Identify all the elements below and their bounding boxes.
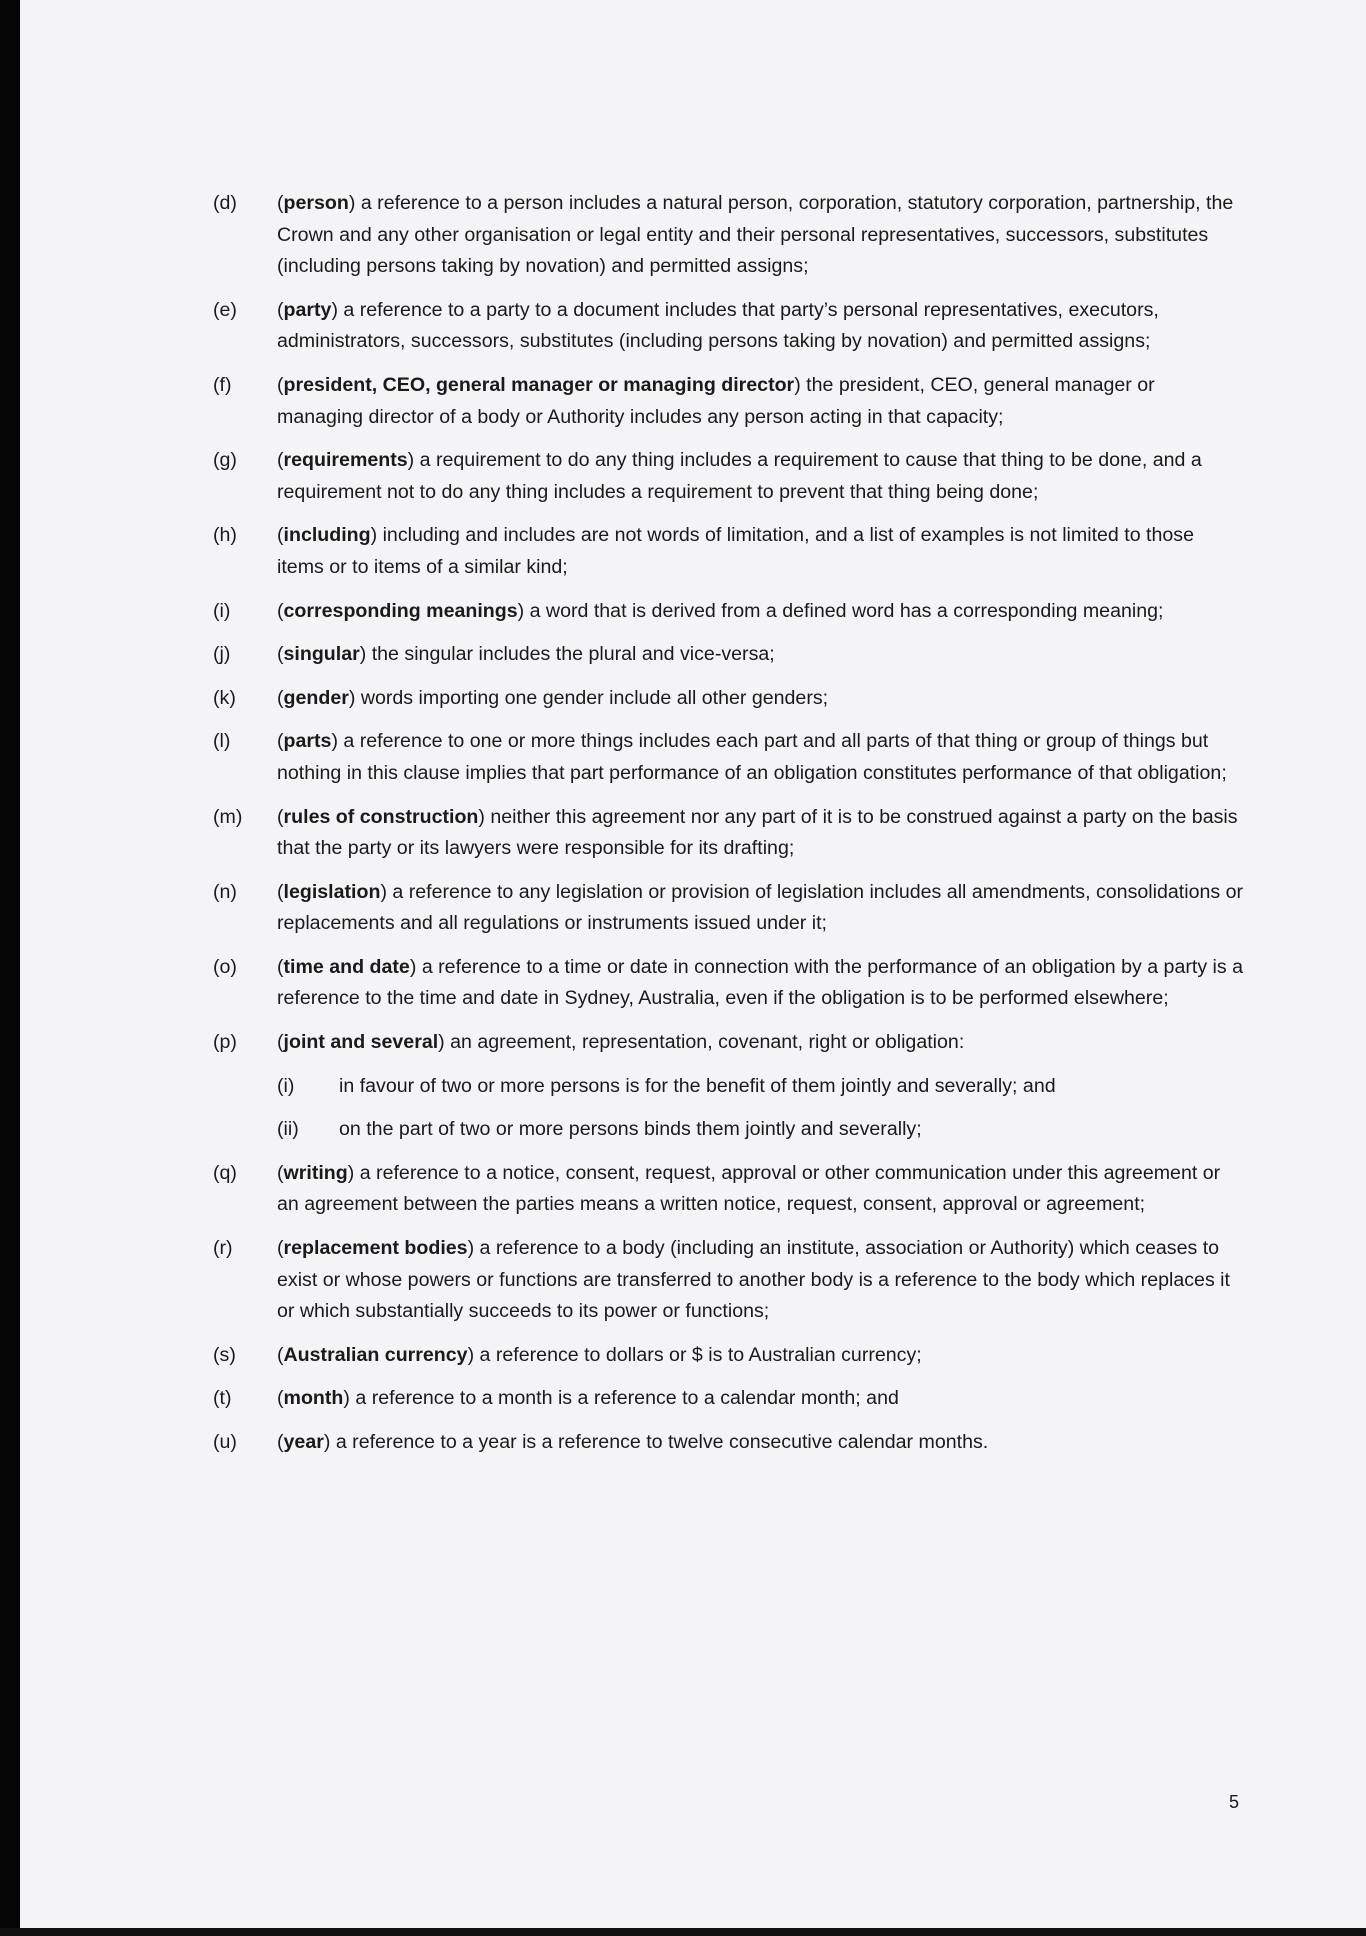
definitions-clause-list [213, 188, 1245, 1471]
clause-letter: (h) [213, 524, 237, 547]
sub-clause-item [277, 1114, 1245, 1146]
clause-text: a reference to one or more things includes each part and all parts of that thing or group of things but nothing in this clause implies that part performance of an obligation constitutes performance of that obligation; [277, 730, 1227, 784]
clause-body: (party) a reference to a party to a document includes that party’s personal representatives, executors, administrators, successors, substitutes (including persons taking by novation) and permitted assigns; [277, 298, 1159, 353]
defined-term: person [283, 192, 349, 214]
clause-letter: (k) [213, 686, 236, 709]
clause-item [213, 520, 1245, 583]
page-number: 5 [1229, 1792, 1240, 1812]
clause-item [213, 1383, 1245, 1415]
clause-item [213, 726, 1245, 789]
defined-term: requirements [283, 449, 408, 472]
clause-item [213, 1158, 1245, 1221]
clause-letter: (l) [213, 730, 231, 753]
sub-clause-list [277, 1071, 1245, 1146]
scan-bottom-edge [0, 1928, 1366, 1936]
clause-text: a reference to any legislation or provision of legislation includes all amendments, consolidations or replacements and all regulations or instruments issued under it; [277, 880, 1244, 935]
clause-body: (gender) words importing one gender include all other genders; [277, 686, 829, 709]
defined-term: including [283, 524, 371, 547]
defined-term: legislation [283, 880, 381, 903]
defined-term: parts [283, 730, 332, 753]
clause-text: a reference to dollars or $ is to Australian currency; [479, 1343, 922, 1366]
clause-text: a requirement to do any thing includes a requirement to cause that thing to be done, and a requirement not to do any thing includes a requirement to prevent that thing being done; [277, 449, 1202, 503]
clause-letter: (t) [213, 1387, 232, 1410]
clause-text: a reference to a month is a reference to a calendar month; and [355, 1387, 899, 1410]
clause-text: a reference to a time or date in connection with the performance of an obligation by a party is a reference to the time and date in Sydney, Australia, even if the obligation is to be performed elsewhere; [277, 955, 1244, 1010]
clause-item [213, 802, 1245, 865]
clause-body: (year) a reference to a year is a reference to twelve consecutive calendar months. [277, 1431, 989, 1453]
defined-term: writing [283, 1161, 348, 1184]
defined-term: party [283, 298, 332, 321]
clause-body: (Australian currency) a reference to dollars or $ is to Australian currency; [277, 1343, 922, 1366]
defined-term: gender [283, 686, 349, 709]
clause-letter: (n) [213, 880, 237, 903]
clause-body: (corresponding meanings) a word that is derived from a defined word has a corresponding meaning; [277, 599, 1164, 622]
defined-term: replacement bodies [283, 1237, 468, 1260]
defined-term: singular [283, 643, 360, 666]
clause-letter: (q) [213, 1161, 237, 1184]
clause-letter: (j) [213, 643, 231, 666]
clause-body: (person) a reference to a person includes a natural person, corporation, statutory corporation, partnership, the Crown and any other organisation or legal entity and their personal representatives, successors, substitutes (including persons taking by novation) and permitted assigns; [277, 192, 1234, 278]
scan-left-edge [0, 0, 20, 1936]
clause-item [213, 877, 1245, 940]
clause-letter: (u) [213, 1431, 237, 1453]
clause-item [213, 188, 1245, 283]
clause-text: a reference to a body (including an institute, association or Authority) which ceases to exist or whose powers or functions are transferred to another body is a reference to the body which replaces it or which substantially succeeds to its power or functions; [277, 1237, 1230, 1323]
clause-item [213, 295, 1245, 358]
clause-body: (including) including and includes are not words of limitation, and a list of examples is not limited to those items or to items of a similar kind; [277, 524, 1194, 578]
clause-item [213, 596, 1245, 628]
clause-body: (parts) a reference to one or more things includes each part and all parts of that thing or group of things but nothing in this clause implies that part performance of an obligation constitutes performance of that obligation; [277, 730, 1227, 784]
clause-text: words importing one gender include all other genders; [360, 686, 829, 709]
sub-clause-number: (ii) [277, 1118, 299, 1141]
clause-text: an agreement, representation, covenant, right or obligation: [450, 1031, 965, 1054]
clause-letter: (m) [213, 805, 243, 828]
clause-body: (legislation) a reference to any legislation or provision of legislation includes all amendments, consolidations or replacements and all regulations or instruments issued under it; [277, 880, 1244, 935]
defined-term: time and date [283, 955, 410, 978]
defined-term: year [283, 1431, 324, 1453]
clause-text: including and includes are not words of limitation, and a list of examples is not limited to those items or to items of a similar kind; [277, 524, 1194, 578]
sub-clause-text: on the part of two or more persons binds them jointly and severally; [339, 1118, 922, 1141]
clause-text: the singular includes the plural and vice-versa; [371, 643, 775, 666]
sub-clause-text: in favour of two or more persons is for the benefit of them jointly and severally; and [339, 1074, 1056, 1097]
defined-term: corresponding meanings [283, 599, 518, 622]
clause-letter: (d) [213, 192, 237, 214]
sub-clause-number: (i) [277, 1074, 295, 1097]
clause-body: (time and date) a reference to a time or date in connection with the performance of an obligation by a party is a reference to the time and date in Sydney, Australia, even if the obligation is to be performed elsewhere; [277, 955, 1244, 1010]
clause-letter: (s) [213, 1343, 236, 1366]
clause-text: a word that is derived from a defined word has a corresponding meaning; [529, 599, 1164, 622]
clause-body: (joint and several) an agreement, representation, covenant, right or obligation: [277, 1031, 965, 1054]
clause-item [213, 1027, 1245, 1146]
clause-letter: (g) [213, 449, 237, 472]
clause-item [213, 1340, 1245, 1372]
clause-letter: (r) [213, 1237, 233, 1260]
defined-term: president, CEO, general manager or managing director [283, 373, 795, 396]
defined-term: joint and several [283, 1031, 439, 1054]
clause-letter: (o) [213, 955, 237, 978]
clause-body: (month) a reference to a month is a reference to a calendar month; and [277, 1387, 899, 1410]
defined-term: month [283, 1387, 344, 1410]
defined-term: rules of construction [283, 805, 479, 828]
clause-text: a reference to a party to a document includes that party’s personal representatives, executors, administrators, successors, substitutes (including persons taking by novation) and permitted assigns; [277, 298, 1159, 353]
clause-item [213, 445, 1245, 508]
clause-body: (replacement bodies) a reference to a body (including an institute, association or Authority) which ceases to exist or whose powers or functions are transferred to another body is a reference to the body which replaces it or which substantially succeeds to its power or functions; [277, 1237, 1230, 1323]
clause-text: neither this agreement nor any part of it is to be construed against a party on the basis that the party or its lawyers were responsible for its drafting; [277, 805, 1238, 860]
clause-item [213, 1427, 1245, 1459]
sub-clause-item [277, 1071, 1245, 1103]
clause-item [213, 683, 1245, 715]
clause-text: a reference to a person includes a natural person, corporation, statutory corporation, partnership, the Crown and any other organisation or legal entity and their personal representatives, successors, substitutes (including persons taking by novation) and permitted assigns; [277, 192, 1234, 278]
clause-text: a reference to a notice, consent, request, approval or other communication under this agreement or an agreement between the parties means a written notice, request, consent, approval or agreement; [277, 1161, 1221, 1216]
clause-item [213, 370, 1245, 433]
clause-letter: (i) [213, 599, 231, 622]
clause-body: (writing) a reference to a notice, consent, request, approval or other communication under this agreement or an agreement between the parties means a written notice, request, consent, approval or agreement; [277, 1161, 1221, 1216]
clause-body: (requirements) a requirement to do any thing includes a requirement to cause that thing to be done, and a requirement not to do any thing includes a requirement to prevent that thing being done; [277, 449, 1202, 503]
clause-text: a reference to a year is a reference to twelve consecutive calendar months. [335, 1431, 989, 1453]
clause-text: the president, CEO, general manager or managing director of a body or Authority includes any person acting in that capacity; [277, 373, 1155, 428]
clause-item [213, 1233, 1245, 1328]
clause-body: (singular) the singular includes the plural and vice-versa; [277, 643, 775, 666]
clause-letter: (e) [213, 298, 237, 321]
clause-body: (president, CEO, general manager or managing director) the president, CEO, general manager or managing director of a body or Authority includes any person acting in that capacity; [277, 373, 1155, 428]
clause-letter: (p) [213, 1031, 237, 1054]
defined-term: Australian currency [283, 1343, 468, 1366]
clause-item [213, 952, 1245, 1015]
clause-item [213, 639, 1245, 671]
clause-letter: (f) [213, 373, 232, 396]
clause-body: (rules of construction) neither this agreement nor any part of it is to be construed against a party on the basis that the party or its lawyers were responsible for its drafting; [277, 805, 1238, 860]
